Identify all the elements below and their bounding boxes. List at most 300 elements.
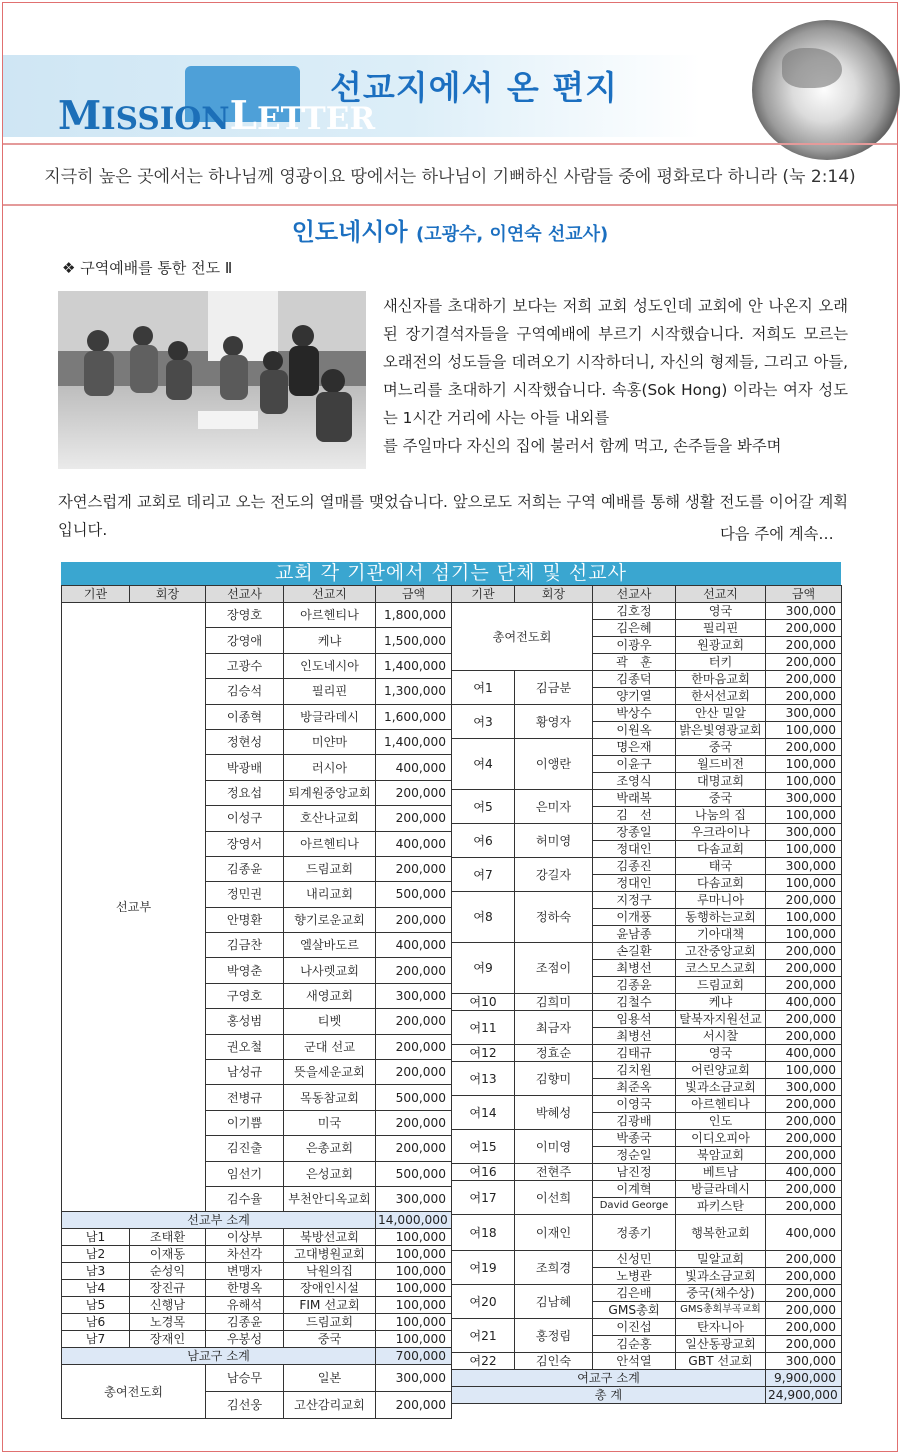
missionary-cell: 최병선: [593, 960, 676, 977]
dept-cell: 여10: [452, 994, 515, 1011]
amount-cell: 100,000: [766, 909, 842, 926]
mission-field-cell: 드림교회: [284, 856, 376, 881]
mission-field-cell: 미얀마: [284, 729, 376, 754]
amount-cell: 200,000: [766, 739, 842, 756]
dept-cell: 남5: [62, 1297, 130, 1314]
missionary-cell: 지정구: [593, 892, 676, 909]
dept-cell: 여13: [452, 1062, 515, 1096]
president-cell: 황영자: [515, 705, 593, 739]
column-header: 선교지: [284, 586, 376, 603]
mission-field-cell: 퇴계원중앙교회: [284, 780, 376, 805]
missionary-cell: 임선기: [206, 1161, 284, 1186]
amount-cell: 100,000: [766, 756, 842, 773]
amount-cell: 200,000: [766, 1113, 842, 1130]
amount-cell: 200,000: [766, 1268, 842, 1285]
mission-field-cell: 영국: [676, 603, 766, 620]
mission-field-cell: 한마음교회: [676, 671, 766, 688]
dept-cell: 여4: [452, 739, 515, 790]
mission-field-cell: 새영교회: [284, 983, 376, 1008]
missionary-cell: 박광배: [206, 755, 284, 780]
amount-cell: 100,000: [766, 1062, 842, 1079]
amount-cell: 200,000: [766, 1251, 842, 1268]
table-row: [62, 1263, 452, 1280]
table-row: [452, 1130, 842, 1147]
president-cell: 김인숙: [515, 1353, 593, 1370]
president-cell: 최금자: [515, 1011, 593, 1045]
amount-cell: 300,000: [376, 1365, 452, 1392]
mission-field-cell: 고산감리교회: [284, 1392, 376, 1419]
mission-field-cell: 나사렛교회: [284, 958, 376, 983]
mission-letter-logo: MISSIONLETTER: [58, 93, 376, 139]
president-cell: 이앵란: [515, 739, 593, 790]
mission-field-cell: 부천안디옥교회: [284, 1186, 376, 1211]
amount-cell: 400,000: [376, 933, 452, 958]
table-row: [452, 790, 842, 807]
president-cell: 박혜성: [515, 1096, 593, 1130]
mission-field-cell: 아르헨티나: [284, 603, 376, 628]
president-cell: 순성익: [130, 1263, 206, 1280]
amount-cell: 1,400,000: [376, 729, 452, 754]
amount-cell: 100,000: [766, 807, 842, 824]
missionary-cell: 이원옥: [593, 722, 676, 739]
missionary-cell: 노병관: [593, 1268, 676, 1285]
missionary-cell: 김철수: [593, 994, 676, 1011]
missionary-cell: 김종윤: [593, 977, 676, 994]
subtotal-label: 여교구 소계: [452, 1370, 766, 1387]
mission-field-cell: 뜻을세운교회: [284, 1060, 376, 1085]
missionary-cell: 김종윤: [206, 1314, 284, 1331]
amount-cell: 100,000: [766, 773, 842, 790]
president-cell: 김남혜: [515, 1285, 593, 1319]
amount-cell: 100,000: [376, 1280, 452, 1297]
column-header: 금액: [376, 586, 452, 603]
missionary-cell: 한명옥: [206, 1280, 284, 1297]
missionary-cell: 윤남종: [593, 926, 676, 943]
president-cell: 이재인: [515, 1215, 593, 1251]
amount-cell: 200,000: [376, 958, 452, 983]
mission-field-cell: 밀알교회: [676, 1251, 766, 1268]
dept-cell: 여12: [452, 1045, 515, 1062]
table-row: [452, 705, 842, 722]
mission-field-cell: 아르헨티나: [284, 831, 376, 856]
column-header: 기관: [452, 586, 515, 603]
mission-field-cell: 내리교회: [284, 882, 376, 907]
missionary-cell: 남승무: [206, 1365, 284, 1392]
amount-cell: 100,000: [376, 1314, 452, 1331]
mission-field-cell: 중국: [676, 790, 766, 807]
mission-field-cell: 일본: [284, 1365, 376, 1392]
table-row: [62, 603, 452, 628]
dept-cell: 여18: [452, 1215, 515, 1251]
president-cell: 강길자: [515, 858, 593, 892]
mission-field-cell: 빛과소금교회: [676, 1268, 766, 1285]
column-header: 회장: [515, 586, 593, 603]
missionary-cell: 김 선: [593, 807, 676, 824]
amount-cell: 200,000: [766, 671, 842, 688]
mission-field-cell: 목동참교회: [284, 1085, 376, 1110]
table-row: [452, 1011, 842, 1028]
table-row: [62, 1229, 452, 1246]
amount-cell: 200,000: [766, 1302, 842, 1319]
table-row: [62, 1365, 452, 1392]
mission-field-cell: GBT 선교회: [676, 1353, 766, 1370]
amount-cell: 100,000: [376, 1229, 452, 1246]
president-cell: 조점이: [515, 943, 593, 994]
mission-field-cell: 일산동광교회: [676, 1336, 766, 1353]
table-row: [452, 739, 842, 756]
amount-cell: 200,000: [376, 1392, 452, 1419]
president-cell: 김향미: [515, 1062, 593, 1096]
missionary-cell: 김종덕: [593, 671, 676, 688]
column-header: 선교사: [593, 586, 676, 603]
mission-field-cell: 드림교회: [676, 977, 766, 994]
missionary-cell: 김승석: [206, 679, 284, 704]
column-header: 선교지: [676, 586, 766, 603]
missionary-names: (고광수, 이연숙 선교사): [415, 224, 609, 245]
amount-cell: 400,000: [376, 755, 452, 780]
table-row: [452, 858, 842, 875]
mission-field-cell: 안산 밀알: [676, 705, 766, 722]
missionary-cell: 유해석: [206, 1297, 284, 1314]
amount-cell: 200,000: [376, 806, 452, 831]
president-cell: 전현주: [515, 1164, 593, 1181]
missionary-cell: 조영식: [593, 773, 676, 790]
mission-field-cell: 동행하는교회: [676, 909, 766, 926]
missionary-cell: 신성민: [593, 1251, 676, 1268]
table-row: [452, 1353, 842, 1370]
mission-field-cell: 방글라데시: [284, 704, 376, 729]
mission-field-cell: 기아대책: [676, 926, 766, 943]
mission-field-cell: 원광교회: [676, 637, 766, 654]
mission-field-cell: 향기로운교회: [284, 907, 376, 932]
president-cell: 이선희: [515, 1181, 593, 1215]
globe-icon: [752, 20, 900, 160]
mission-field-cell: 다솜교회: [676, 841, 766, 858]
column-header: 기관: [62, 586, 130, 603]
dept-cell: 남4: [62, 1280, 130, 1297]
mission-field-cell: FIM 선교회: [284, 1297, 376, 1314]
table-row: [452, 1045, 842, 1062]
dept-cell: 여20: [452, 1285, 515, 1319]
missionary-cell: 이영국: [593, 1096, 676, 1113]
missionary-cell: 정대인: [593, 841, 676, 858]
missionary-cell: 김호정: [593, 603, 676, 620]
president-cell: 김희미: [515, 994, 593, 1011]
amount-cell: 500,000: [376, 1161, 452, 1186]
dept-cell: 여9: [452, 943, 515, 994]
missionary-cell: 이계혁: [593, 1181, 676, 1198]
president-cell: 신행남: [130, 1297, 206, 1314]
mission-field-cell: 태국: [676, 858, 766, 875]
missionary-cell: 김종진: [593, 858, 676, 875]
dept-cell: 남7: [62, 1331, 130, 1348]
mission-field-cell: 베트남: [676, 1164, 766, 1181]
dept-cell: 여21: [452, 1319, 515, 1353]
table-row: [452, 943, 842, 960]
mission-field-cell: 은성교회: [284, 1161, 376, 1186]
mission-field-cell: 필리핀: [676, 620, 766, 637]
divider: [3, 204, 897, 206]
dept-cell: 총여전도회: [452, 603, 593, 671]
missionary-cell: 남성규: [206, 1060, 284, 1085]
amount-cell: 200,000: [376, 1136, 452, 1161]
amount-cell: 200,000: [766, 1198, 842, 1215]
amount-cell: 300,000: [376, 983, 452, 1008]
missionary-cell: 김은배: [593, 1285, 676, 1302]
dept-cell: 여15: [452, 1130, 515, 1164]
amount-cell: 300,000: [766, 705, 842, 722]
table-row: [452, 1370, 842, 1387]
amount-cell: 200,000: [766, 1096, 842, 1113]
dept-cell: 여3: [452, 705, 515, 739]
dept-cell: 여16: [452, 1164, 515, 1181]
missionary-cell: 장영호: [206, 603, 284, 628]
president-cell: 허미영: [515, 824, 593, 858]
dept-cell: 여7: [452, 858, 515, 892]
table-row: [452, 994, 842, 1011]
amount-cell: 300,000: [766, 603, 842, 620]
dept-cell: 남3: [62, 1263, 130, 1280]
dept-cell: 여17: [452, 1181, 515, 1215]
country-name: 인도네시아: [291, 218, 408, 246]
missionary-cell: 김선웅: [206, 1392, 284, 1419]
missionary-cell: 김금찬: [206, 933, 284, 958]
subtotal-amount: 700,000: [376, 1348, 452, 1365]
amount-cell: 1,600,000: [376, 704, 452, 729]
missionary-cell: 정민권: [206, 882, 284, 907]
president-cell: 이재동: [130, 1246, 206, 1263]
table-row: [452, 1215, 842, 1251]
amount-cell: 500,000: [376, 1085, 452, 1110]
mission-field-cell: 장애인시설: [284, 1280, 376, 1297]
mission-field-cell: 엘살바도르: [284, 933, 376, 958]
table-row: [452, 1319, 842, 1336]
missionary-cell: 이개풍: [593, 909, 676, 926]
column-header: 선교사: [206, 586, 284, 603]
president-cell: 장진규: [130, 1280, 206, 1297]
amount-cell: 200,000: [376, 856, 452, 881]
table-row: [62, 1348, 452, 1365]
missionary-cell: 정순일: [593, 1147, 676, 1164]
table-row: [452, 1181, 842, 1198]
mission-field-cell: 드림교회: [284, 1314, 376, 1331]
table-row: [452, 892, 842, 909]
amount-cell: 200,000: [376, 1060, 452, 1085]
amount-cell: 200,000: [766, 977, 842, 994]
amount-cell: 100,000: [766, 926, 842, 943]
amount-cell: 1,300,000: [376, 679, 452, 704]
missionary-cell: 우봉성: [206, 1331, 284, 1348]
dept-cell: 총여전도회: [62, 1365, 206, 1419]
mission-field-cell: 한서선교회: [676, 688, 766, 705]
table-row: [452, 824, 842, 841]
missionary-cell: 이성구: [206, 806, 284, 831]
amount-cell: 200,000: [766, 1130, 842, 1147]
missionary-cell: 구영호: [206, 983, 284, 1008]
table-row: [452, 1387, 842, 1404]
missionary-cell: 장종일: [593, 824, 676, 841]
missionary-cell: 안석열: [593, 1353, 676, 1370]
page-title: 선교지에서 온 편지: [330, 68, 619, 107]
missionary-cell: 김종윤: [206, 856, 284, 881]
article-subheading: ❖ 구역예배를 통한 전도 Ⅱ: [62, 259, 233, 277]
table-row: [62, 1212, 452, 1229]
amount-cell: 500,000: [376, 882, 452, 907]
missionary-cell: 이상부: [206, 1229, 284, 1246]
dept-cell: 여5: [452, 790, 515, 824]
missionary-cell: 남진정: [593, 1164, 676, 1181]
mission-field-cell: 아르헨티나: [676, 1096, 766, 1113]
amount-cell: 100,000: [766, 875, 842, 892]
mission-field-cell: 터키: [676, 654, 766, 671]
missionary-cell: 김태규: [593, 1045, 676, 1062]
amount-cell: 200,000: [766, 943, 842, 960]
missionary-cell: 박상수: [593, 705, 676, 722]
amount-cell: 200,000: [766, 892, 842, 909]
missionary-cell: 이진섭: [593, 1319, 676, 1336]
missionary-cell: GMS총회: [593, 1302, 676, 1319]
mission-field-cell: 필리핀: [284, 679, 376, 704]
mission-field-cell: 파키스탄: [676, 1198, 766, 1215]
mission-field-cell: 인도네시아: [284, 653, 376, 678]
amount-cell: 200,000: [766, 1336, 842, 1353]
subtotal-label: 선교부 소계: [62, 1212, 376, 1229]
group-photo: [58, 291, 366, 469]
missionary-cell: 안명환: [206, 907, 284, 932]
amount-cell: 200,000: [766, 620, 842, 637]
missionary-cell: 최병선: [593, 1028, 676, 1045]
mission-field-cell: 군대 선교: [284, 1034, 376, 1059]
mission-field-cell: 호산나교회: [284, 806, 376, 831]
amount-cell: 300,000: [766, 824, 842, 841]
amount-cell: 200,000: [766, 1181, 842, 1198]
table-title: 교회 각 기관에서 섬기는 단체 및 선교사: [61, 562, 841, 585]
missionary-table-right: [451, 585, 842, 1404]
missionary-cell: 박영춘: [206, 958, 284, 983]
missionary-cell: 이광우: [593, 637, 676, 654]
missionary-cell: 변맹자: [206, 1263, 284, 1280]
mission-field-cell: 탄자니아: [676, 1319, 766, 1336]
dept-cell: 남2: [62, 1246, 130, 1263]
missionary-cell: 최준옥: [593, 1079, 676, 1096]
amount-cell: 1,800,000: [376, 603, 452, 628]
amount-cell: 400,000: [766, 1215, 842, 1251]
mission-field-cell: 루마니아: [676, 892, 766, 909]
mission-field-cell: 러시아: [284, 755, 376, 780]
amount-cell: 200,000: [766, 1285, 842, 1302]
mission-field-cell: 행복한교회: [676, 1215, 766, 1251]
president-cell: 홍정림: [515, 1319, 593, 1353]
table-row: [452, 1062, 842, 1079]
amount-cell: 300,000: [376, 1186, 452, 1211]
mission-field-cell: 은총교회: [284, 1136, 376, 1161]
dept-cell: 남1: [62, 1229, 130, 1246]
mission-field-cell: GMS총회부곡교회: [676, 1302, 766, 1319]
mission-field-cell: 월드비전: [676, 756, 766, 773]
amount-cell: 200,000: [766, 1147, 842, 1164]
mission-field-cell: 어린양교회: [676, 1062, 766, 1079]
table-row: [452, 1164, 842, 1181]
amount-cell: 100,000: [376, 1263, 452, 1280]
amount-cell: 200,000: [376, 1034, 452, 1059]
amount-cell: 300,000: [766, 790, 842, 807]
missionary-cell: 손길환: [593, 943, 676, 960]
missionary-cell: 김광배: [593, 1113, 676, 1130]
subtotal-amount: 14,000,000: [376, 1212, 452, 1229]
amount-cell: 100,000: [376, 1297, 452, 1314]
amount-cell: 200,000: [766, 688, 842, 705]
dept-cell: 여11: [452, 1011, 515, 1045]
amount-cell: 1,500,000: [376, 628, 452, 653]
table-row: [452, 1251, 842, 1268]
missionary-cell: 김수율: [206, 1186, 284, 1211]
president-cell: 정하숙: [515, 892, 593, 943]
mission-field-cell: 영국: [676, 1045, 766, 1062]
article-paragraph-1: 새신자를 초대하기 보다는 저희 교회 성도인데 교회에 안 나온지 오래된 장기결석자들을 구역예배에 부르기 시작했습니다. 저희도 모르는 오래전의 성도들을 데려오기 시작하더니, 자신의 형제들, 그리고 아들, 며느리를 초대하기 시작했습니다. 속홍(Sok Hong) 이라는 여자 성도는 1시간 거리에 사는 아들 내외를 를 주일마다 자신의 집에 불러서 함께 먹고, 손주들을 봐주며: [383, 297, 848, 455]
mission-field-cell: 케냐: [284, 628, 376, 653]
missionary-cell: 권오철: [206, 1034, 284, 1059]
table-row: [62, 1331, 452, 1348]
amount-cell: 200,000: [766, 1028, 842, 1045]
missionary-table-left: [61, 585, 452, 1419]
missionary-cell: 정대인: [593, 875, 676, 892]
amount-cell: 100,000: [766, 722, 842, 739]
subtotal-label: 남교구 소계: [62, 1348, 376, 1365]
amount-cell: 300,000: [766, 858, 842, 875]
amount-cell: 200,000: [376, 780, 452, 805]
missionary-cell: 임용석: [593, 1011, 676, 1028]
amount-cell: 100,000: [766, 841, 842, 858]
mission-field-cell: 밝은빛영광교회: [676, 722, 766, 739]
mission-field-cell: 중국: [284, 1331, 376, 1348]
continued-note: 다음 주에 계속…: [720, 525, 834, 543]
mission-field-cell: 북방선교회: [284, 1229, 376, 1246]
amount-cell: 100,000: [376, 1246, 452, 1263]
mission-field-cell: 티벳: [284, 1009, 376, 1034]
table-row: [452, 1285, 842, 1302]
table-row: [452, 603, 842, 620]
missionary-cell: 전병규: [206, 1085, 284, 1110]
mission-field-cell: 이디오피아: [676, 1130, 766, 1147]
missionary-cell: 김은혜: [593, 620, 676, 637]
missionary-cell: 김진출: [206, 1136, 284, 1161]
mission-field-cell: 낙원의집: [284, 1263, 376, 1280]
divider: [3, 143, 897, 145]
dept-cell: 여8: [452, 892, 515, 943]
grand-total-amount: 24,900,000: [766, 1387, 842, 1404]
dept-cell: 여22: [452, 1353, 515, 1370]
president-cell: 은미자: [515, 790, 593, 824]
amount-cell: 400,000: [376, 831, 452, 856]
mission-field-cell: 방글라데시: [676, 1181, 766, 1198]
column-header: 회장: [130, 586, 206, 603]
missionary-cell: 장영서: [206, 831, 284, 856]
missionary-cell: 김치원: [593, 1062, 676, 1079]
table-row: [452, 671, 842, 688]
mission-field-cell: 코스모스교회: [676, 960, 766, 977]
table-row: [452, 586, 842, 603]
dept-cell: 여6: [452, 824, 515, 858]
missionary-cell: 곽 훈: [593, 654, 676, 671]
missionary-cell: 정종기: [593, 1215, 676, 1251]
mission-field-cell: 인도: [676, 1113, 766, 1130]
amount-cell: 300,000: [766, 1079, 842, 1096]
mission-field-cell: 서시찰: [676, 1028, 766, 1045]
article-paragraph-2: 자연스럽게 교회로 데리고 오는 전도의 열매를 맺었습니다. 앞으로도 저희는 구역 예배를 통해 생활 전도를 이어갈 계획입니다.: [58, 493, 848, 539]
missionary-cell: 이기쁨: [206, 1110, 284, 1135]
table-row: [62, 1314, 452, 1331]
amount-cell: 200,000: [766, 1319, 842, 1336]
